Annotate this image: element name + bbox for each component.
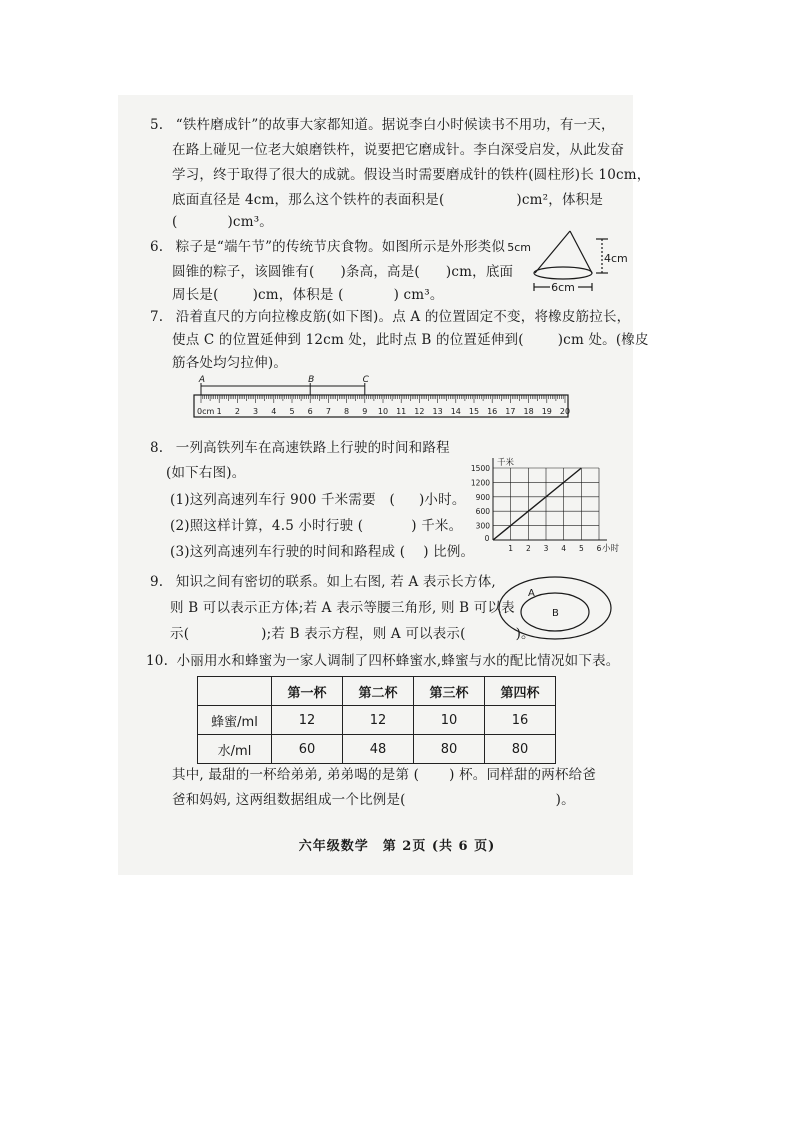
q7-number: 7. xyxy=(150,309,164,325)
ruler-label: 1 xyxy=(216,407,222,416)
table-header-cell: 第二杯 xyxy=(343,677,414,706)
table-cell: 12 xyxy=(343,706,414,735)
point-label-a: A xyxy=(198,375,206,385)
q10-text-1: 小丽用水和蜂蜜为一家人调制了四杯蜂蜜水,蜂蜜与水的配比情况如下表。 xyxy=(176,653,620,669)
q9-line-3 xyxy=(170,624,535,644)
q8-sub-2 xyxy=(170,516,462,536)
q5-line-3: 学习，终于取得了很大的成就。假设当时需要磨成针的铁杵(圆柱形)长 10cm， xyxy=(172,167,651,183)
q5-text-4a: 底面直径是 4cm，那么这个铁杵的表面积是( xyxy=(172,192,445,208)
q6-text-2c: )cm，底面 xyxy=(445,264,514,280)
ruler-label: 0cm xyxy=(197,407,215,416)
page-footer: 六年级数学 第 2页 (共 6 页) xyxy=(298,839,496,854)
height-label: 4cm xyxy=(604,252,628,265)
q6-text-1: 粽子是“端午节”的传统节庆食物。如图所示是外形类似 xyxy=(175,239,506,255)
ruler-labels xyxy=(197,407,570,416)
q8-number: 8. xyxy=(150,440,164,456)
table-cell: 16 xyxy=(485,706,556,735)
table-cell: 蜂蜜/ml xyxy=(198,706,272,735)
q6-text-3b: )cm，体积是 ( xyxy=(252,287,344,303)
point-label-b: B xyxy=(308,375,315,385)
table-header-row xyxy=(198,677,556,706)
set-diagram xyxy=(495,572,615,644)
q9-text-3b: );若 B 表示方程，则 A 可以表示( xyxy=(261,626,466,642)
chart-x-tick-label: 2 xyxy=(525,544,531,553)
table-cell: 60 xyxy=(272,735,343,764)
chart-x-tick-label: 5 xyxy=(578,544,584,553)
chart-grid xyxy=(493,468,599,540)
ruler-label: 11 xyxy=(396,407,407,416)
q6-text-3c: ) cm³。 xyxy=(393,287,444,303)
honey-water-table xyxy=(197,676,556,764)
ruler-label: 6 xyxy=(307,407,313,416)
ruler-label: 2 xyxy=(234,407,240,416)
point-label-c: C xyxy=(362,375,369,385)
table-header-cell: 第一杯 xyxy=(272,677,343,706)
ruler-label: 17 xyxy=(505,407,516,416)
q7-line-1 xyxy=(150,307,630,327)
q5-line-2: 在路上碰见一位老大娘磨铁杵，说要把它磨成针。李白深受启发，从此发奋 xyxy=(172,142,625,158)
ruler-label: 3 xyxy=(253,407,259,416)
chart-y-tick-label: 1200 xyxy=(470,478,490,488)
q5-line-1 xyxy=(150,115,615,135)
base-label: 6cm xyxy=(551,281,575,294)
ruler-label: 15 xyxy=(468,407,480,416)
q6-text-2b: )条高，高是( xyxy=(340,264,420,280)
table-row xyxy=(198,735,556,764)
q8-line-2: (如下右图)。 xyxy=(166,465,246,481)
chart-x-tick-label: 4 xyxy=(561,544,567,553)
ruler-points xyxy=(198,375,370,395)
q10-line-1 xyxy=(146,651,619,671)
table-cell: 80 xyxy=(485,735,556,764)
q6-line-2 xyxy=(172,262,513,282)
cone-base xyxy=(534,267,592,279)
q10-after2-text-b: )。 xyxy=(555,792,575,808)
table-header-cell xyxy=(198,677,272,706)
chart-x-label: 小时 xyxy=(602,544,620,554)
chart-x-tick-label: 3 xyxy=(543,544,549,553)
table-header-cell: 第四杯 xyxy=(485,677,556,706)
q5-text-5a: ( xyxy=(172,214,178,230)
ruler-label: 16 xyxy=(487,407,498,416)
cone-slant-right xyxy=(570,231,592,273)
chart-y-label: 千米 xyxy=(497,458,515,468)
q8-sub-1 xyxy=(170,490,466,510)
q10-after-2 xyxy=(172,790,575,810)
q8-text-1: 一列高铁列车在高速铁路上行驶的时间和路程 xyxy=(175,440,450,456)
q6-text-3a: 周长是( xyxy=(172,287,219,303)
q5-text-4b: )cm²，体积是 xyxy=(516,192,604,208)
ruler-label: 20 xyxy=(559,407,571,416)
train-distance-chart xyxy=(458,450,620,560)
ruler-label: 9 xyxy=(362,407,368,416)
table-cell: 48 xyxy=(343,735,414,764)
q7-text-1: 沿着直尺的方向拉橡皮筋(如下图)。点 A 的位置固定不变，将橡皮筋拉长， xyxy=(175,309,631,325)
ruler-label: 19 xyxy=(541,407,552,416)
ruler-label: 13 xyxy=(432,407,443,416)
q8-sub3-text-b: ) 比例。 xyxy=(423,544,475,560)
table-cell: 80 xyxy=(414,735,485,764)
chart-y-tick-label: 300 xyxy=(475,521,490,531)
q9-line-2: 则 B 可以表示正方体;若 A 表示等腰三角形, 则 B 可以表 xyxy=(170,600,515,616)
cone-figure xyxy=(500,225,628,300)
inner-label: B xyxy=(552,608,559,619)
q5-text-5b: )cm³。 xyxy=(227,214,274,230)
chart-series-line xyxy=(493,468,581,540)
chart-x-tick-label: 1 xyxy=(508,544,514,553)
ruler-label: 12 xyxy=(414,407,425,416)
q9-text-3a: 示( xyxy=(170,626,190,642)
q8-sub2-text-a: (2)照这样计算，4.5 小时行驶 ( xyxy=(170,518,364,534)
ruler-label: 7 xyxy=(325,407,331,416)
q8-sub-3 xyxy=(170,542,474,562)
q10-after2-text-a: 爸和妈妈, 这两组数据组成一个比例是( xyxy=(172,792,406,808)
q8-sub3-text-a: (3)这列高速列车行驶的时间和路程成 ( xyxy=(170,544,406,560)
slant-label: 5cm xyxy=(507,241,531,254)
q5-text-1: “铁杵磨成针”的故事大家都知道。据说李白小时候读书不用功，有一天， xyxy=(175,117,615,133)
q6-line-3 xyxy=(172,285,444,305)
ruler-figure xyxy=(193,373,571,421)
ruler-label: 18 xyxy=(523,407,534,416)
ruler-label: 8 xyxy=(344,407,350,416)
q6-line-1 xyxy=(150,237,505,257)
q7-line-3: 筋各处均匀拉伸)。 xyxy=(172,355,288,371)
q6-number: 6. xyxy=(150,239,164,255)
q7-text-2b: )cm 处。(橡皮 xyxy=(557,332,649,348)
table-cell: 12 xyxy=(272,706,343,735)
ruler-label: 10 xyxy=(377,407,389,416)
q10-after1-text-a: 其中, 最甜的一杯给弟弟, 弟弟喝的是第 ( xyxy=(172,767,420,783)
ruler-label: 14 xyxy=(450,407,461,416)
table-cell: 10 xyxy=(414,706,485,735)
q9-text-1: 知识之间有密切的联系。如上右图, 若 A 表示长方体, xyxy=(175,574,496,590)
q8-sub1-text-b: )小时。 xyxy=(418,492,466,508)
chart-y-tick-label: 600 xyxy=(475,507,490,517)
q5-number: 5. xyxy=(150,117,164,133)
q9-line-1 xyxy=(150,572,496,592)
q6-text-2a: 圆锥的粽子，该圆锥有( xyxy=(172,264,315,280)
chart-axes xyxy=(493,458,607,540)
table-cell: 水/ml xyxy=(198,735,272,764)
chart-y-tick-label: 900 xyxy=(475,492,490,502)
q8-sub1-text-a: (1)这列高速列车行 900 千米需要 ( xyxy=(170,492,395,508)
q8-sub2-text-b: ) 千米。 xyxy=(411,518,463,534)
ruler-label: 4 xyxy=(271,407,277,416)
table-row xyxy=(198,706,556,735)
q8-line-1 xyxy=(150,438,450,458)
ruler-ticks xyxy=(201,395,565,403)
q9-number: 9. xyxy=(150,574,164,590)
chart-x-tick-label: 6 xyxy=(596,544,602,553)
ruler-label: 5 xyxy=(289,407,295,416)
q5-line-4 xyxy=(172,190,603,210)
q7-text-2a: 使点 C 的位置延伸到 12cm 处，此时点 B 的位置延伸到( xyxy=(172,332,524,348)
q10-after-1 xyxy=(172,765,596,785)
q9-text-3c: )。 xyxy=(515,626,535,642)
q10-after1-text-b: ) 杯。同样甜的两杯给爸 xyxy=(449,767,597,783)
q10-number: 10. xyxy=(146,653,169,669)
chart-y-tick-label: 1500 xyxy=(470,464,490,473)
q5-line-5 xyxy=(172,212,273,232)
q7-line-2 xyxy=(172,330,649,350)
table-header-cell: 第三杯 xyxy=(414,677,485,706)
outer-label: A xyxy=(528,588,535,599)
chart-x-tick-label: 0 xyxy=(484,534,490,543)
